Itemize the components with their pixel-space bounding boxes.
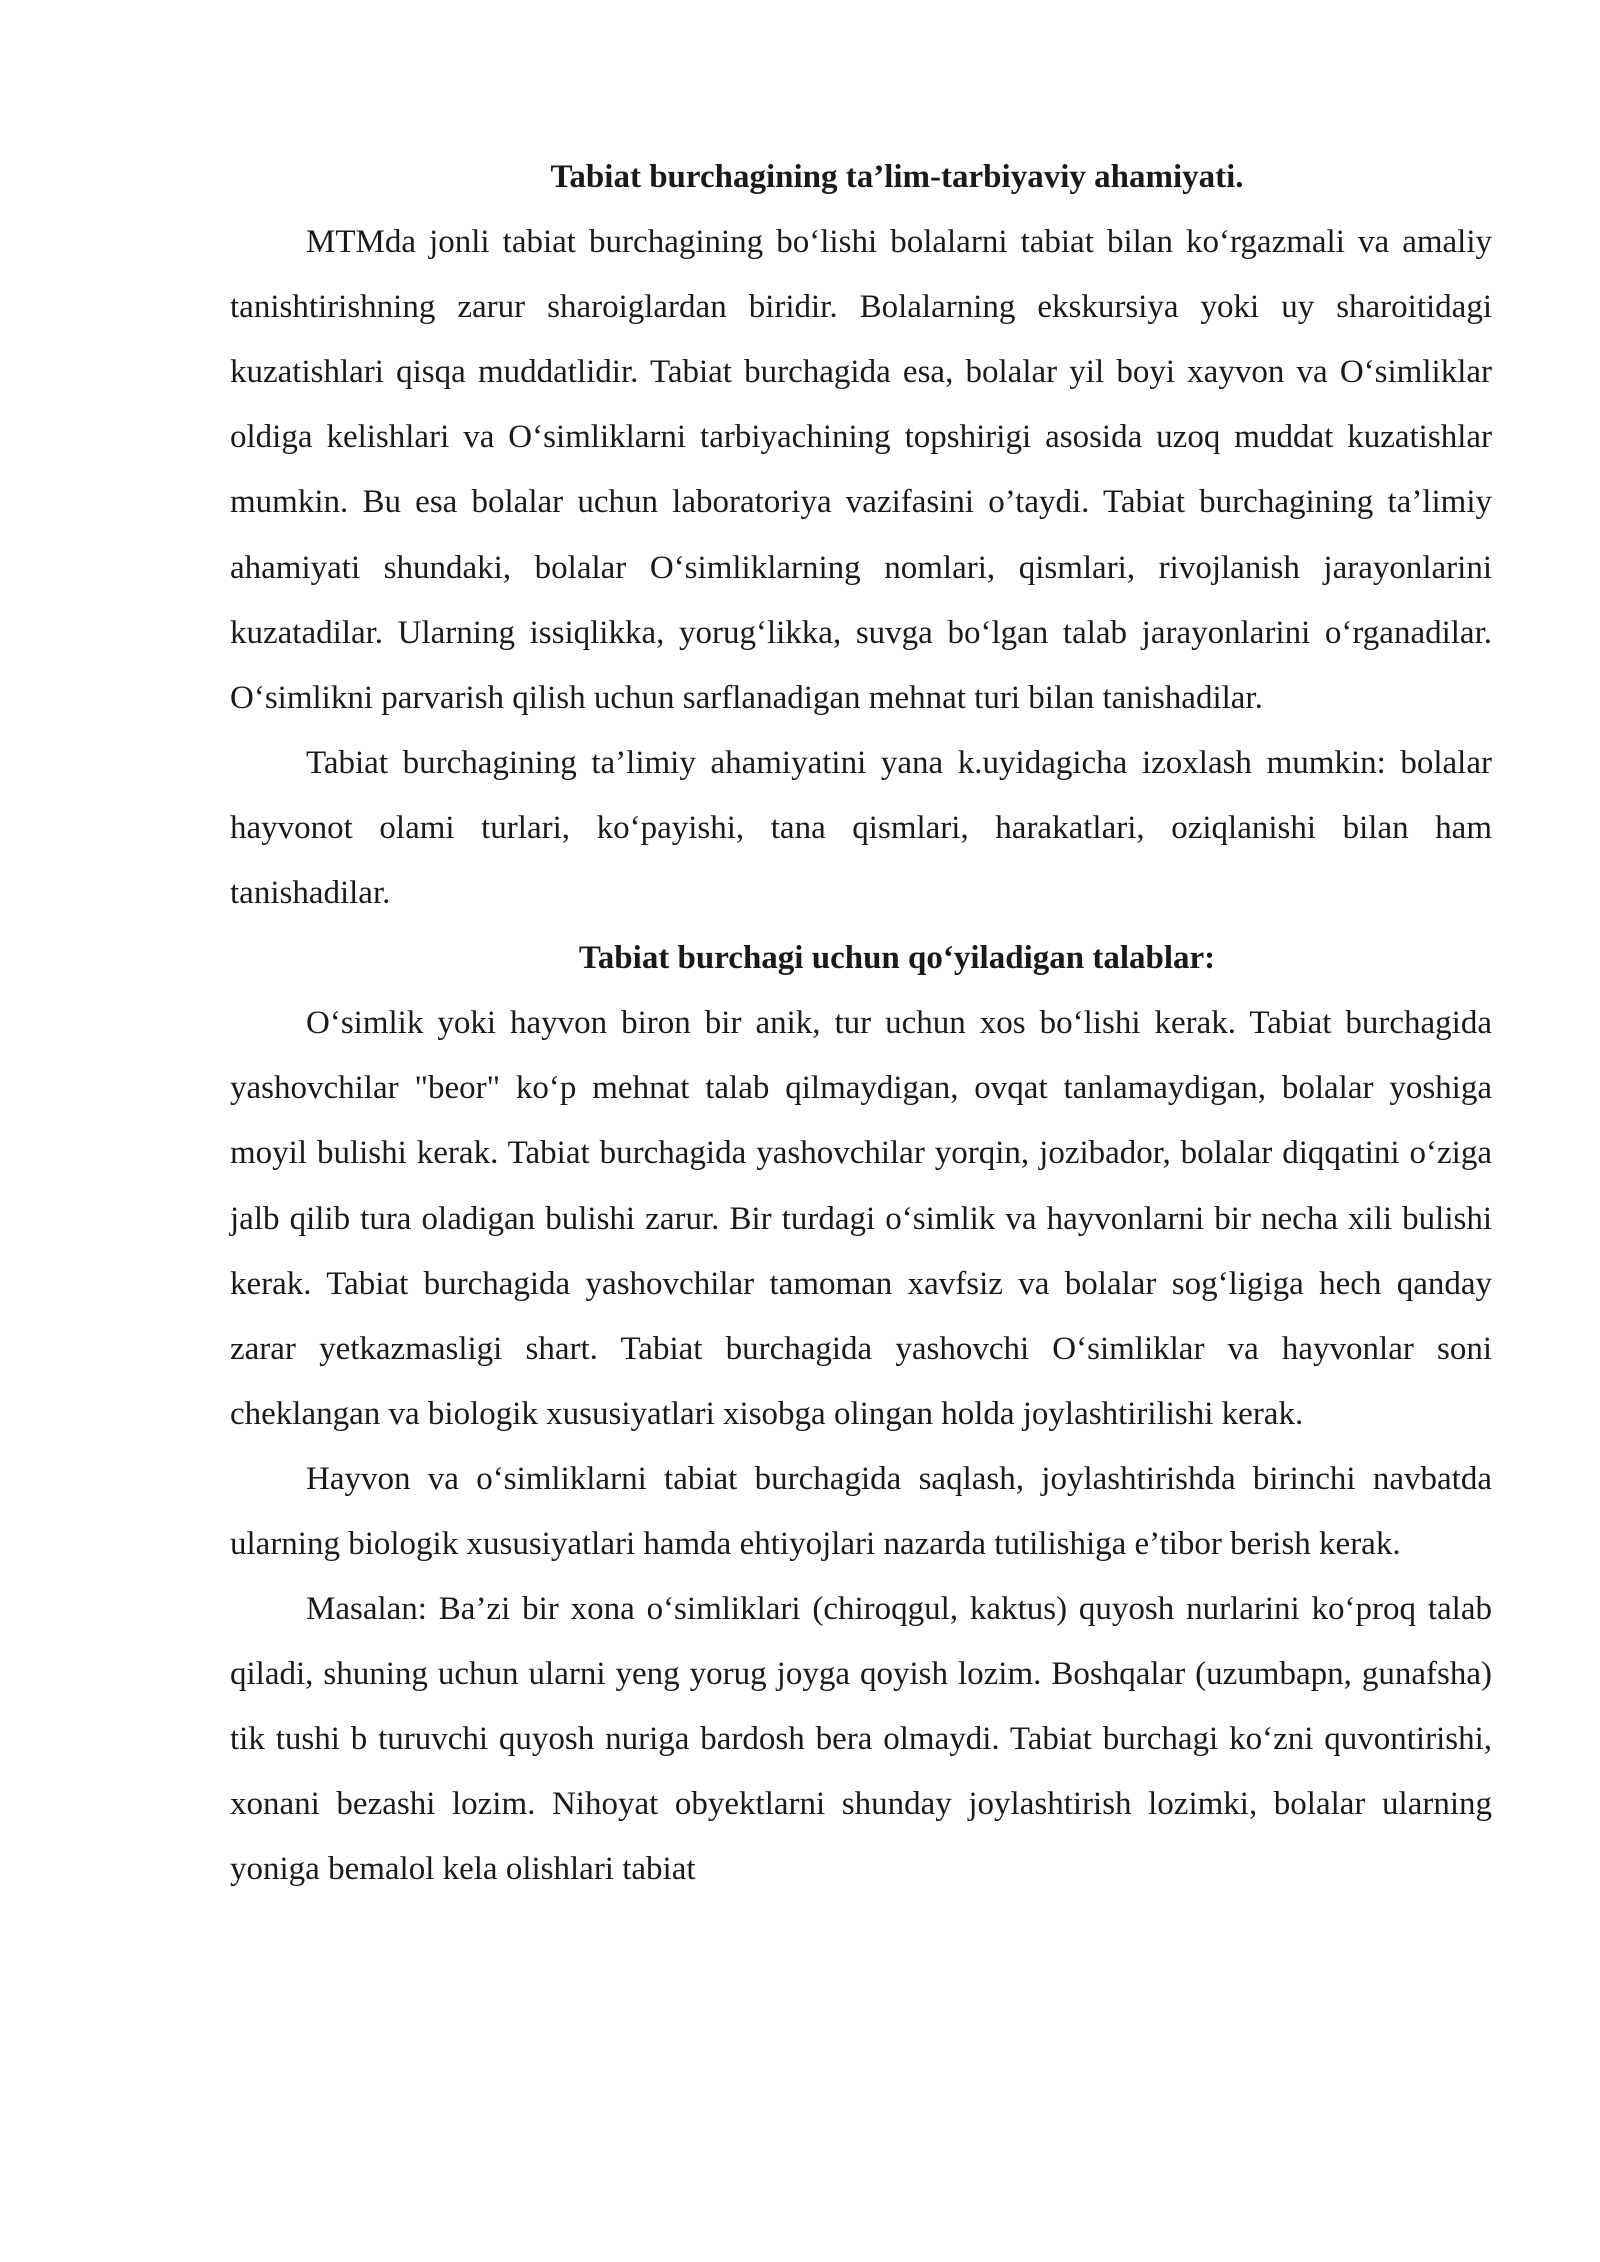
paragraph-requirements-3: Masalan: Ba’zi bir xona o‘simliklari (chiroqgul, kaktus) quyosh nurlarini ko‘proq talab qiladi, shuning uchun ularni yeng yorug joyga qoyish lozim. Boshqalar (uzumbapn, gunafsha) tik tushi b turuvchi quyosh nuriga bardosh bera olmaydi. Tabiat burchagi ko‘zni quvontirishi, xonani bezashi lozim. Nihoyat obyektlarni shunday joylashtirish lozimki, bolalar ularning yoniga bemalol kela olishlari tabiat (230, 1591, 1492, 1888)
section-heading-requirements: Tabiat burchagi uchun qo‘yiladigan talablar: (578, 940, 1216, 977)
paragraph-requirements-2: Hayvon va o‘simliklarni tabiat burchagida saqlash, joylashtirishda birinchi navbatda ularning biologik xususiyatlari hamda ehtiyojlari nazarda tutilishiga e’tibor berish kerak. (230, 1460, 1492, 1562)
document-title: Tabiat burchagining ta’lim-tarbiyaviy ahamiyati. (550, 159, 1244, 195)
document-page (230, 145, 1492, 1903)
paragraph-intro-1: MTMda jonli tabiat burchagining bo‘lishi bolalarni tabiat bilan ko‘rgazmali va amaliy tanishtirishning zarur sharoiglardan biridir. Bolalarning ekskursiya yoki uy sharoitidagi kuzatishlari qisqa muddatlidir. Tabiat burchagida esa, bolalar yil boyi xayvon va O‘simliklar oldiga kelishlari va O‘simliklarni tarbiyachining topshirigi asosida uzoq muddat kuzatishlar mumkin. Bu esa bolalar uchun laboratoriya vazifasini o’taydi. Tabiat burchagining ta’limiy ahamiyati shundaki, bolalar O‘simliklarning nomlari, qismlari, rivojlanish jarayonlarini kuzatadilar. Ularning issiqlikka, yorug‘likka, suvga bo‘lgan talab jarayonlarini o‘rganadilar. O‘simlikni parvarish qilish uchun sarflanadigan mehnat turi bilan tanishadilar. (230, 224, 1492, 716)
paragraph-requirements-1: O‘simlik yoki hayvon biron bir anik, tur uchun xos bo‘lishi kerak. Tabiat burchagida yashovchilar "beor" ko‘p mehnat talab qilmaydigan, ovqat tanlamaydigan, bolalar yoshiga moyil bulishi kerak. Tabiat burchagida yashovchilar yorqin, jozibador, bolalar diqqatini o‘ziga jalb qilib tura oladigan bulishi zarur. Bir turdagi o‘simlik va hayvonlarni bir necha xili bulishi kerak. Tabiat burchagida yashovchilar tamoman xavfsiz va bolalar sog‘ligiga hech qanday zarar yetkazmasligi shart. Tabiat burchagida yashovchi O‘simliklar va hayvonlar soni cheklangan va biologik xususiyatlari xisobga olingan holda joylashtirilishi kerak. (230, 1005, 1492, 1432)
paragraph-intro-2: Tabiat burchagining ta’limiy ahamiyatini yana k.uyidagicha izoxlash mumkin: bolalar hayvonot olami turlari, ko‘payishi, tana qismlari, harakatlari, oziqlanishi bilan ham tanishadilar. (230, 744, 1492, 912)
